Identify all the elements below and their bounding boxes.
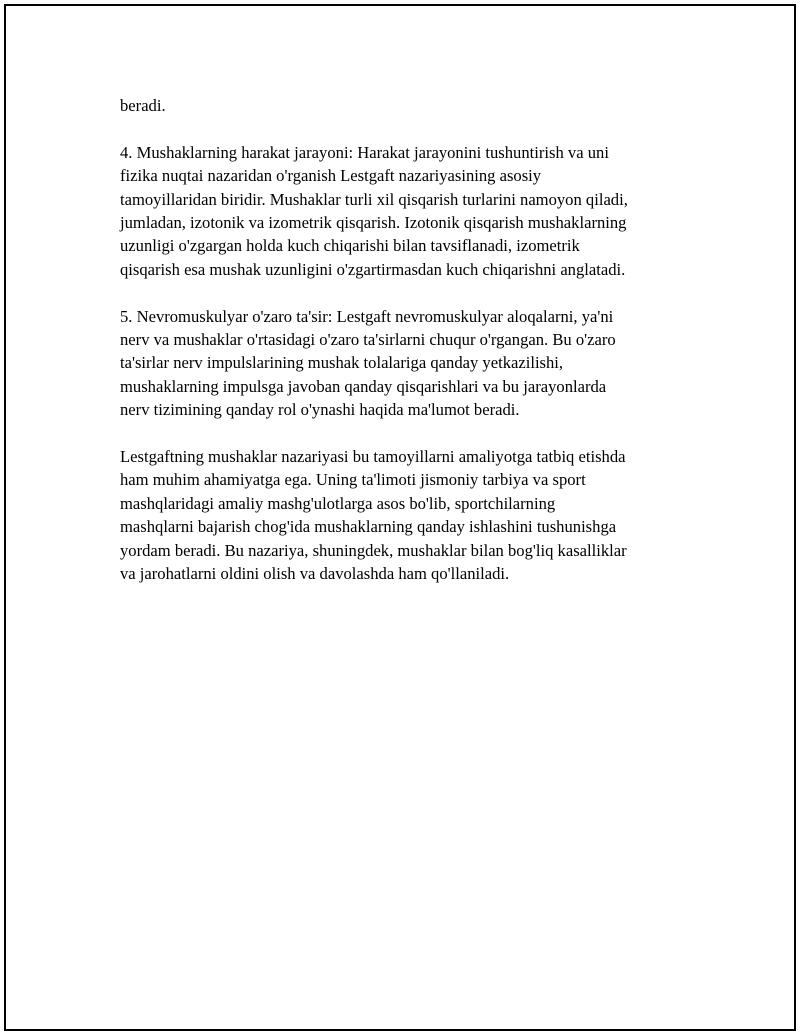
text-line: qisqarish esa mushak uzunligini o'zgartirmasdan kuch chiqarishni anglatadi. — [120, 259, 626, 279]
text-line: nerv va mushaklar o'rtasidagi o'zaro ta'sirlarni chuqur o'rgangan. Bu o'zaro — [120, 330, 616, 350]
text-line: 4. Mushaklarning harakat jarayoni: Harakat jarayonini tushuntirish va uni — [120, 142, 609, 162]
text-line: Lestgaftning mushaklar nazariyasi bu tamoyillarni amaliyotga tatbiq etishda — [120, 447, 626, 467]
text-line: uzunligi o'zgargan holda kuch chiqarishi bilan tavsiflanadi, izometrik — [120, 236, 580, 256]
text-line: fizika nuqtai nazaridan o'rganish Lestgaft nazariyasining asosiy — [120, 166, 542, 186]
text-line: yordam beradi. Bu nazariya, shuningdek, mushaklar bilan bog'liq kasalliklar — [120, 540, 627, 560]
paragraph-muscle-movement — [120, 141, 692, 281]
paragraph-neuromuscular — [120, 305, 692, 422]
text-line: ham muhim ahamiyatga ega. Uning ta'limoti jismoniy tarbiya va sport — [120, 470, 586, 490]
paragraph-continuation — [120, 94, 692, 117]
paragraph-gap — [120, 117, 692, 140]
page-body — [120, 94, 692, 585]
text-line: mushaklarning impulsga javoban qanday qisqarishlari va bu jarayonlarda — [120, 376, 607, 396]
text-line: nerv tizimining qanday rol o'ynashi haqida ma'lumot beradi. — [120, 400, 520, 420]
text-line: jumladan, izotonik va izometrik qisqarish. Izotonik qisqarish mushaklarning — [120, 213, 627, 233]
paragraph-gap — [120, 281, 692, 304]
text-line: va jarohatlarni oldini olish va davolashda ham qo'llaniladi. — [120, 564, 510, 584]
text-line: 5. Nevromuskulyar o'zaro ta'sir: Lestgaft nevromuskulyar aloqalarni, ya'ni — [120, 306, 614, 326]
paragraph-conclusion — [120, 445, 692, 585]
text-line: mashqlarni bajarish chog'ida mushaklarning qanday ishlashini tushunishga — [120, 517, 617, 537]
text-line: tamoyillaridan biridir. Mushaklar turli xil qisqarish turlarini namoyon qiladi, — [120, 189, 628, 209]
paragraph-gap — [120, 422, 692, 445]
text-line: beradi. — [120, 96, 166, 115]
document-page — [4, 4, 796, 1031]
text-line: ta'sirlar nerv impulslarining mushak tolalariga qanday yetkazilishi, — [120, 353, 564, 373]
text-line: mashqlaridagi amaliy mashg'ulotlarga asos bo'lib, sportchilarning — [120, 493, 556, 513]
